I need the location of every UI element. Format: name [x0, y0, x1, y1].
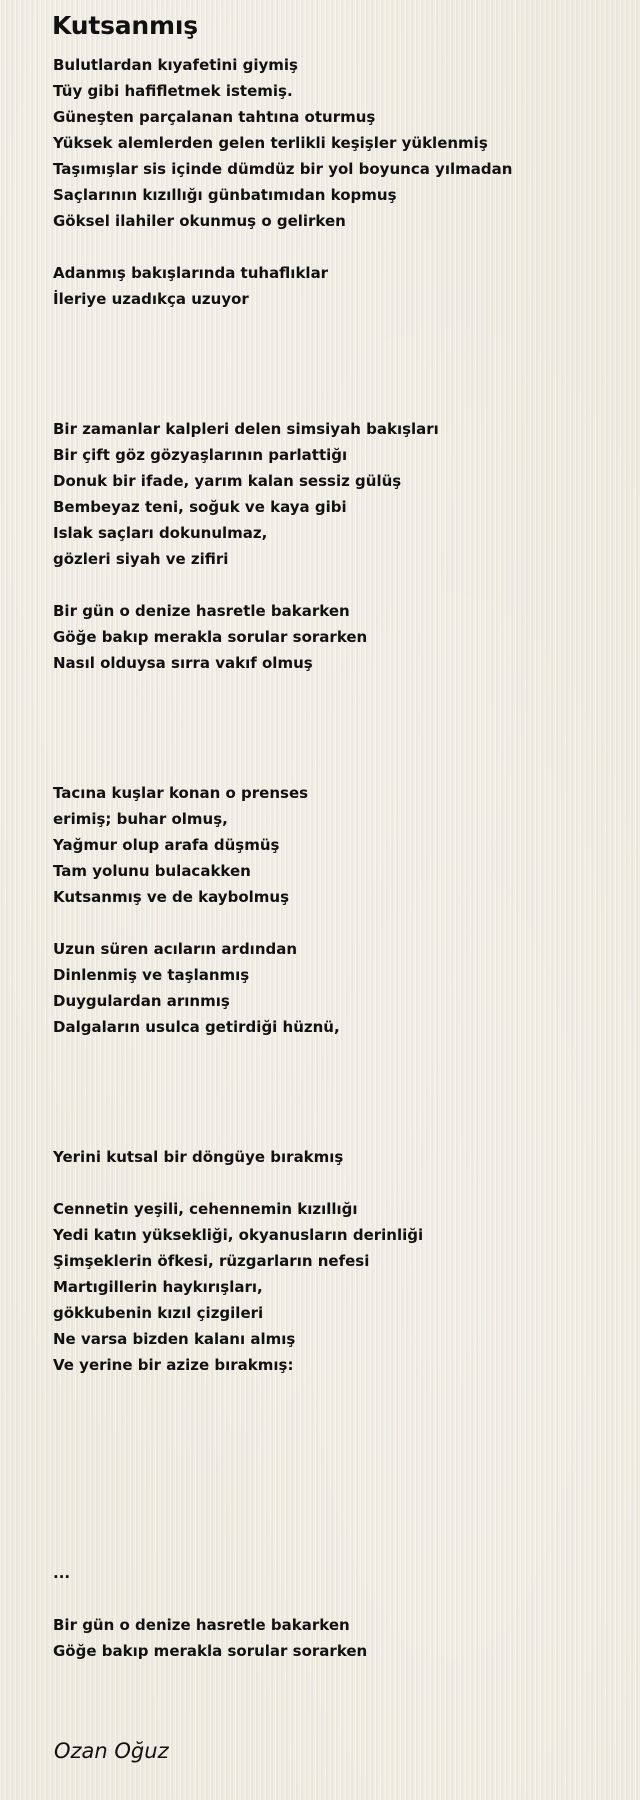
poem-blank-line — [53, 1118, 613, 1144]
poem-line: Kutsanmış ve de kaybolmuş — [53, 888, 290, 906]
poem-blank-line — [53, 1586, 613, 1612]
poem-line: Cennetin yeşili, cehennemin kızıllığı — [53, 1200, 358, 1218]
poem-line: Yüksek alemlerden gelen terlikli keşişler yüklenmiş — [53, 134, 488, 152]
poem-blank-line — [53, 1430, 613, 1456]
poem-blank-line — [53, 1534, 613, 1560]
poem-blank-line — [53, 910, 613, 936]
poem-line: Saçlarının kızıllığı günbatımıdan kopmuş — [53, 186, 397, 204]
poem-line: Ne varsa bizden kalanı almış — [53, 1330, 296, 1348]
poem-line: Ve yerine bir azize bırakmış: — [53, 1356, 294, 1374]
poem-blank-line — [53, 702, 613, 728]
poem-line: gökkubenin kızıl çizgileri — [53, 1304, 264, 1322]
poem-blank-line — [53, 312, 613, 338]
poem-body — [53, 52, 613, 1664]
poem-line: Bembeyaz teni, soğuk ve kaya gibi — [53, 498, 347, 516]
poem-line: Göğe bakıp merakla sorular sorarken — [53, 628, 368, 646]
poem-line: Güneşten parçalanan tahtına oturmuş — [53, 108, 376, 126]
poem-line: Bulutlardan kıyafetini giymiş — [53, 56, 298, 74]
poem-line: Taşımışlar sis içinde dümdüz bir yol boyunca yılmadan — [53, 160, 513, 178]
poem-blank-line — [53, 1404, 613, 1430]
poem-line: Islak saçları dokunulmaz, — [53, 524, 268, 542]
poem-line: Bir zamanlar kalpleri delen simsiyah bakışları — [53, 420, 439, 438]
poem-line: İleriye uzadıkça uzuyor — [53, 290, 249, 308]
poem-line: Tam yolunu bulacakken — [53, 862, 251, 880]
poem-blank-line — [53, 364, 613, 390]
poem-line: Tacına kuşlar konan o prenses — [53, 784, 309, 802]
poem-blank-line — [53, 1170, 613, 1196]
poem-line: Bir gün o denize hasretle bakarken — [53, 602, 350, 620]
poem-line: Şimşeklerin öfkesi, rüzgarların nefesi — [53, 1252, 370, 1270]
poem-line: Nasıl olduysa sırra vakıf olmuş — [53, 654, 313, 672]
poem-blank-line — [53, 728, 613, 754]
poem-blank-line — [53, 1066, 613, 1092]
poem-blank-line — [53, 676, 613, 702]
poem-line: Dinlenmiş ve taşlanmış — [53, 966, 250, 984]
poem-line: gözleri siyah ve zifiri — [53, 550, 229, 568]
poem-line: Yedi katın yüksekliği, okyanusların derinliği — [53, 1226, 424, 1244]
poem-line: Tüy gibi hafifletmek istemiş. — [53, 82, 293, 100]
poem-blank-line — [53, 754, 613, 780]
poem-blank-line — [53, 390, 613, 416]
poem-blank-line — [53, 338, 613, 364]
poem-line: Donuk bir ifade, yarım kalan sessiz gülüş — [53, 472, 402, 490]
poem-blank-line — [53, 1378, 613, 1404]
poem-line: Uzun süren acıların ardından — [53, 940, 298, 958]
poem-line: Martıgillerin haykırışları, — [53, 1278, 263, 1296]
poem-line: Göğe bakıp merakla sorular sorarken — [53, 1642, 368, 1660]
poem-line: Adanmış bakışlarında tuhaflıklar — [53, 264, 329, 282]
poem-blank-line — [53, 1456, 613, 1482]
poem-blank-line — [53, 1092, 613, 1118]
poem-line: Göksel ilahiler okunmuş o gelirken — [53, 212, 346, 230]
poem-line: Dalgaların usulca getirdiği hüznü, — [53, 1018, 340, 1036]
poem-blank-line — [53, 572, 613, 598]
poem-line: Bir gün o denize hasretle bakarken — [53, 1616, 350, 1634]
poem-line: Yerini kutsal bir döngüye bırakmış — [53, 1148, 344, 1166]
poem-line: Duygulardan arınmış — [53, 992, 230, 1010]
poem-blank-line — [53, 1482, 613, 1508]
poem-line: Bir çift göz gözyaşlarının parlattiğı — [53, 446, 348, 464]
poem-blank-line — [53, 1040, 613, 1066]
poem-blank-line — [53, 234, 613, 260]
poem-line: Yağmur olup arafa düşmüş — [53, 836, 280, 854]
poem-line: ... — [53, 1564, 71, 1582]
poem-author: Ozan Oğuz — [54, 1739, 169, 1763]
poem-title: Kutsanmış — [52, 11, 198, 40]
poem-blank-line — [53, 1508, 613, 1534]
poem-line: erimiş; buhar olmuş, — [53, 810, 228, 828]
